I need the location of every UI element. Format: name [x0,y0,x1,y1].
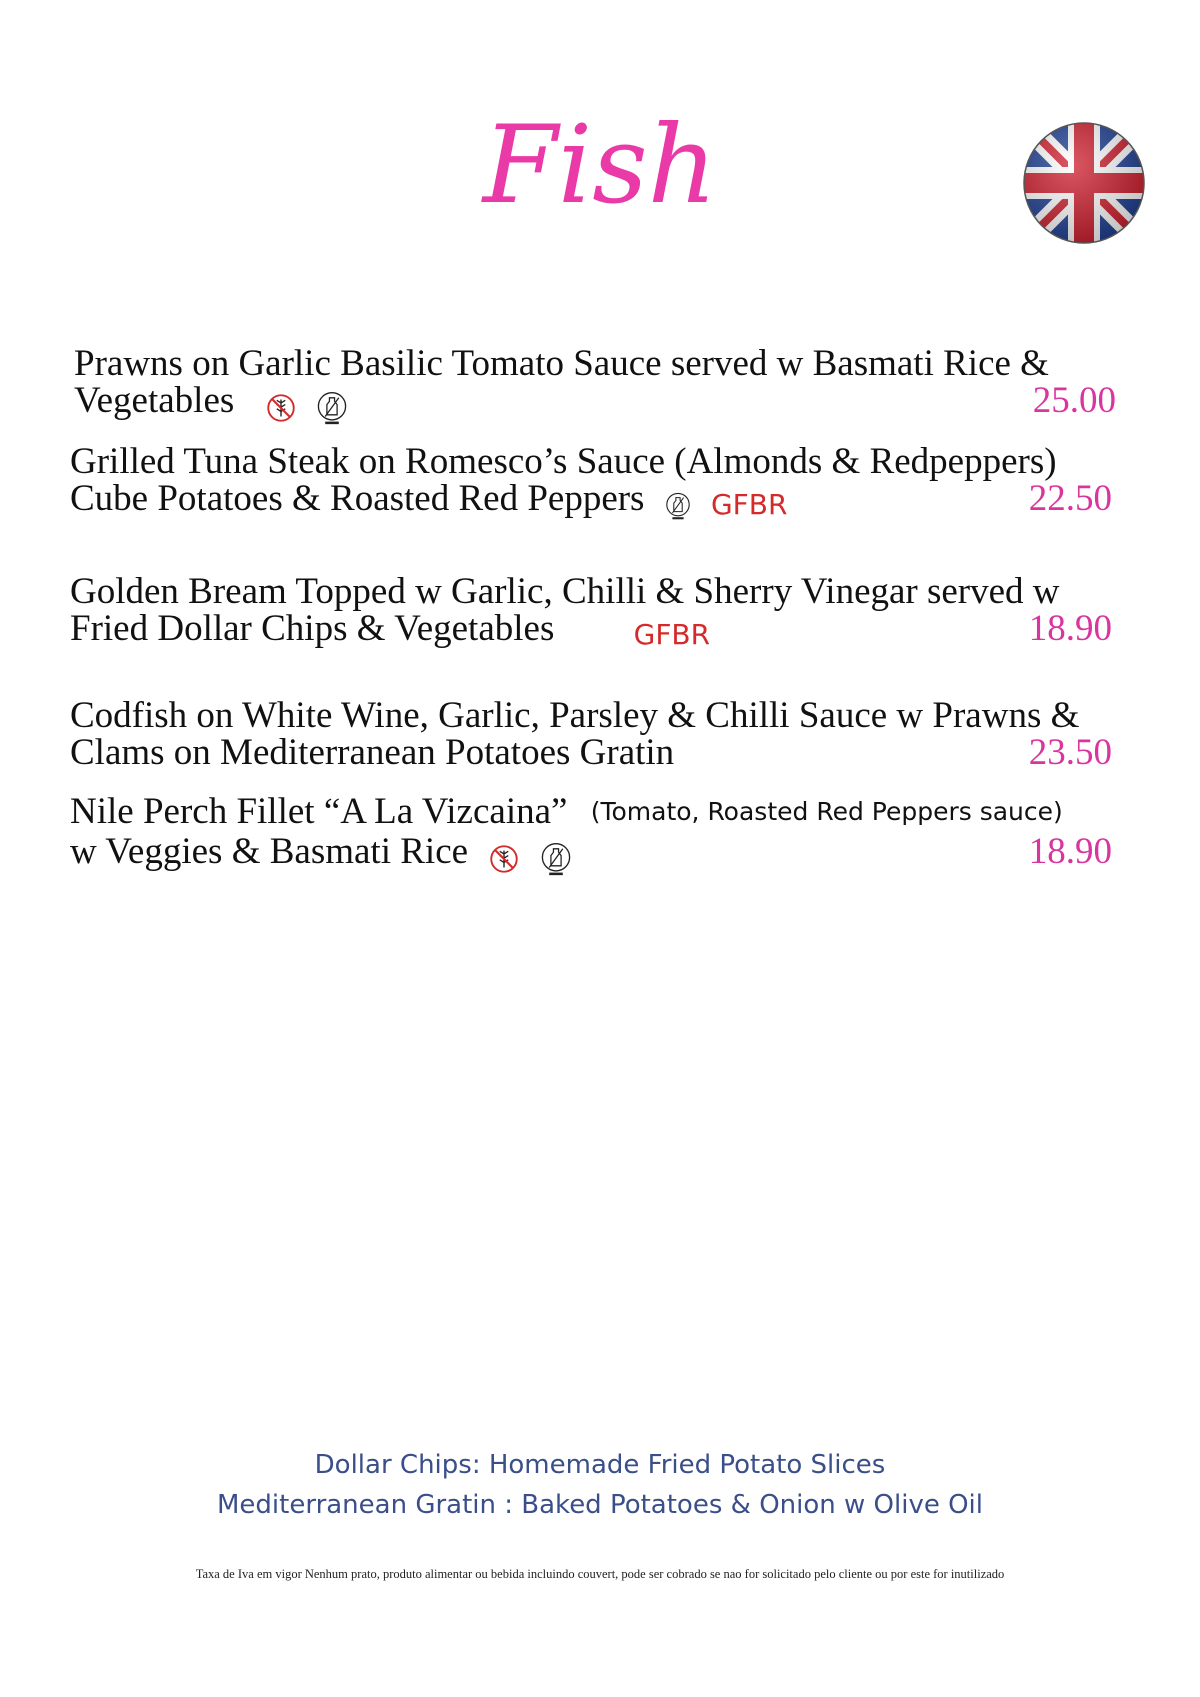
lactose-free-icon [539,842,573,876]
gfbr-tag: GFBR [633,618,711,651]
menu-item [70,793,1150,872]
footnotes [0,1445,1200,1525]
menu-item-price: 18.90 [1028,831,1112,872]
gluten-free-icon [264,391,298,425]
gluten-free-icon [487,842,521,876]
menu-item-name-line1: Codfish on White Wine, Garlic, Parsley & Chilli Sauce w Prawns & [70,695,1080,736]
menu-item-name-line1: Nile Perch Fillet “A La Vizcaina” [70,791,568,832]
menu-item-line2 [70,610,1150,649]
lactose-free-icon [315,391,349,425]
menu-item-price: 22.50 [1028,478,1112,519]
footnote-dollar-chips: Dollar Chips: Homemade Fried Potato Slices [314,1450,886,1480]
menu-item-name-line2: w Veggies & Basmati Rice [70,831,469,872]
menu-item-price: 25.00 [1032,380,1116,421]
menu-item-line1 [70,793,1150,833]
uk-flag-icon[interactable] [1022,121,1146,245]
footnote-mediterranean-gratin: Mediterranean Gratin : Baked Potatoes & Onion w Olive Oil [216,1490,984,1520]
menu-item-name-line2: Fried Dollar Chips & Vegetables [70,608,555,649]
menu-item-line2 [70,480,1150,519]
gfbr-tag: GFBR [710,488,788,521]
menu-item-name-line2: Cube Potatoes & Roasted Red Peppers [70,478,645,519]
menu-item-line2 [74,382,1154,421]
lactose-free-icon [664,492,692,520]
menu-item [70,573,1150,649]
menu-item-note: (Tomato, Roasted Red Peppers sauce) [590,797,1063,826]
menu-item-name-line1: Golden Bream Topped w Garlic, Chilli & Sherry Vinegar served w [70,571,1060,612]
menu-item-name-line1: Grilled Tuna Steak on Romesco’s Sauce (Almonds & Redpeppers) [70,441,1057,482]
menu-item [70,443,1150,519]
menu-item-price: 18.90 [1028,608,1112,649]
menu-item-name-line2: Clams on Mediterranean Potatoes Gratin [70,732,675,773]
menu-item-line2 [70,833,1150,872]
legal-notice: Taxa de Iva em vigor Nenhum prato, produto alimentar ou bebida incluindo couvert, pode ser cobrado se nao for solicitado pelo cliente ou por este for inutilizado [195,1567,1005,1581]
menu-item [70,697,1150,771]
menu-item-line2 [70,734,1150,771]
menu-item-price: 23.50 [1028,732,1112,773]
menu-item-name-line2: Vegetables [74,380,235,421]
page-title: Fish [482,103,718,228]
menu-item [74,345,1154,421]
menu-item-name-line1: Prawns on Garlic Basilic Tomato Sauce served w Basmati Rice & [74,343,1049,384]
